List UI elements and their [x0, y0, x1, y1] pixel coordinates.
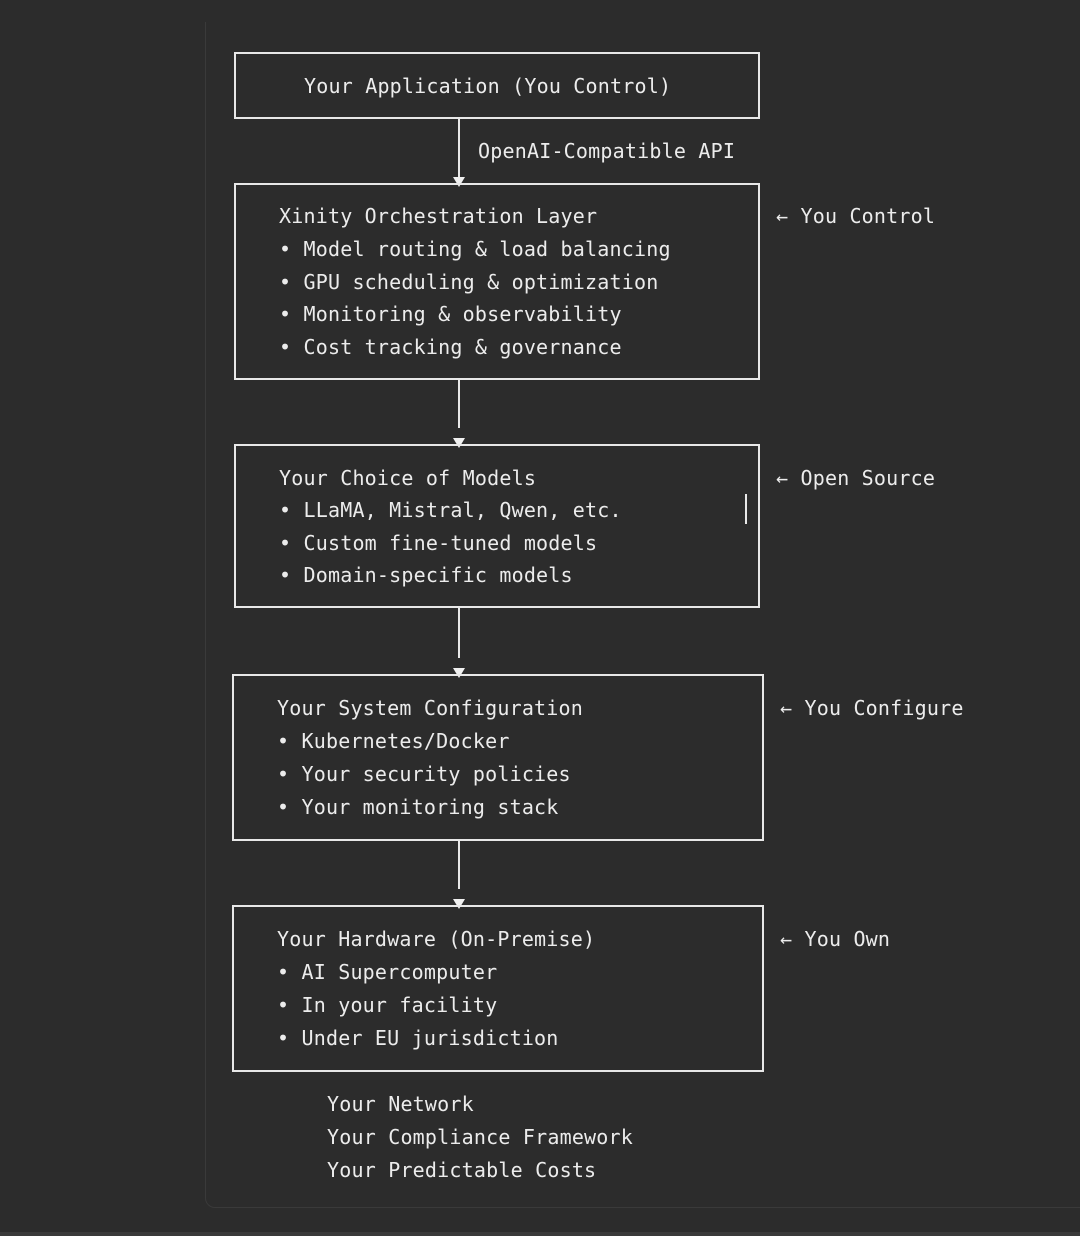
configuration-layer-title: Your System Configuration [277, 696, 584, 720]
orchestration-item: • Model routing & load balancing [279, 237, 671, 261]
api-label: OpenAI-Compatible API [478, 139, 736, 163]
orchestration-item: • Cost tracking & governance [279, 335, 622, 359]
side-label-open-source: ← Open Source [776, 466, 936, 490]
orchestration-item: • Monitoring & observability [279, 302, 622, 326]
connector-hardware [458, 841, 460, 889]
side-label-you-control: ← You Control [776, 204, 936, 228]
orchestration-item: • GPU scheduling & optimization [279, 270, 659, 294]
orchestration-layer-title: Xinity Orchestration Layer [279, 204, 598, 228]
hardware-item: • AI Supercomputer [277, 960, 498, 984]
hardware-item: • Under EU jurisdiction [277, 1026, 559, 1050]
connector-config [458, 608, 460, 658]
models-box-edge-mark [745, 494, 747, 524]
models-item: • Domain-specific models [279, 563, 573, 587]
configuration-item: • Kubernetes/Docker [277, 729, 510, 753]
configuration-item: • Your security policies [277, 762, 571, 786]
hardware-item: • In your facility [277, 993, 498, 1017]
footer-item: Your Compliance Framework [327, 1125, 634, 1149]
models-item: • LLaMA, Mistral, Qwen, etc. [279, 498, 622, 522]
connector-api [458, 119, 460, 177]
side-label-you-configure: ← You Configure [780, 696, 964, 720]
footer-item: Your Network [327, 1092, 474, 1116]
footer-item: Your Predictable Costs [327, 1158, 597, 1182]
application-box-title: Your Application (You Control) [304, 74, 672, 98]
connector-models [458, 380, 460, 428]
bottom-divider [0, 1232, 1080, 1236]
side-label-you-own: ← You Own [780, 927, 891, 951]
hardware-layer-title: Your Hardware (On-Premise) [277, 927, 596, 951]
configuration-item: • Your monitoring stack [277, 795, 559, 819]
models-item: • Custom fine-tuned models [279, 531, 598, 555]
models-layer-title: Your Choice of Models [279, 466, 537, 490]
